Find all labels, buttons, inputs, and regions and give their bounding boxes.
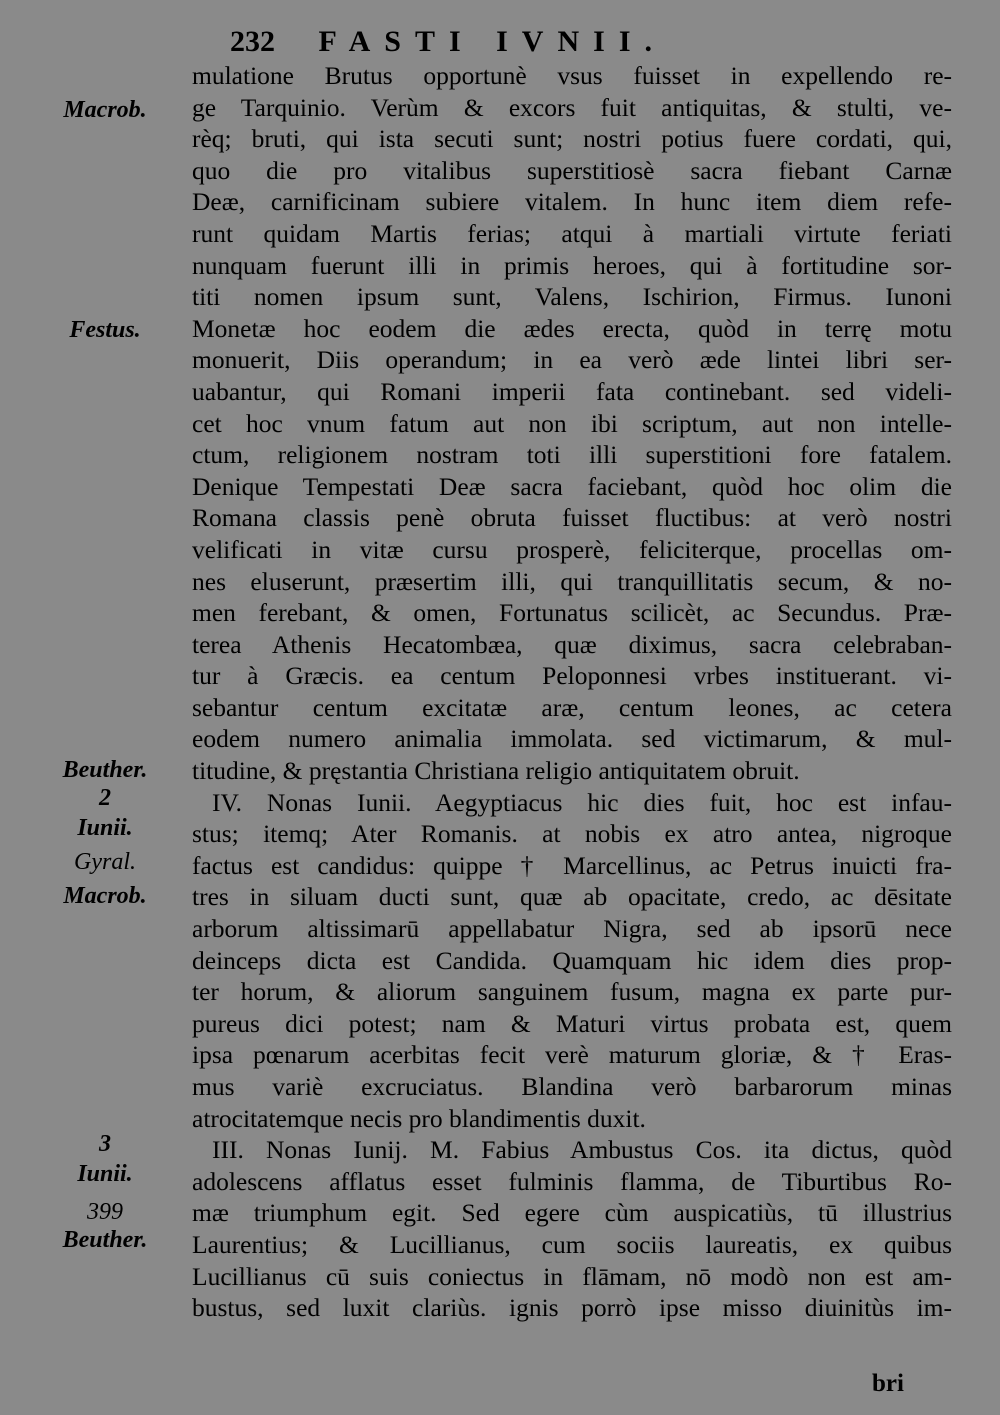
text-line: titudine, & pręstantia Christiana religio antiquitatem obruit. [192, 756, 800, 786]
margin-note: Beuther. [62, 757, 148, 783]
text-line: ter horum, & aliorum sanguinem fusum, magna ex parte pur- [192, 977, 952, 1007]
text-line: tres in siluam ducti sunt, quæ ab opacitate, credo, ac dēsitate [192, 882, 952, 912]
text-line: deinceps dicta est Candida. Quamquam hic idem dies prop- [192, 945, 952, 975]
text-line: adolescens afflatus esset fulminis flamma, de Tiburtibus Ro- [192, 1166, 952, 1196]
text-line: sebantur centum excitatæ aræ, centum leones, ac cetera [192, 692, 952, 722]
text-line: nunquam fuerunt illi in primis heroes, qui à fortitudine sor- [192, 250, 952, 280]
text-line: ipsa pœnarum acerbitas fecit verè maturum gloriæ, & † Eras- [192, 1040, 952, 1070]
text-line: titi nomen ipsum sunt, Valens, Ischirion, Firmus. Iunoni [192, 282, 952, 312]
text-line: Romana classis penè obruta fuisset fluctibus: at verò nostri [192, 503, 952, 533]
text-line: IV. Nonas Iunii. Aegyptiacus hic dies fuit, hoc est infau- [212, 787, 952, 817]
main-text [192, 60, 952, 1324]
text-line: tur à Græcis. ea centum Peloponnesi vrbes instituerant. vi- [192, 661, 952, 691]
text-line: uabantur, qui Romani imperii fata continebant. sed videli- [192, 376, 952, 406]
text-line: Denique Tempestati Deæ sacra faciebant, quòd hoc olim die [192, 471, 952, 501]
text-line: atrocitatemque necis pro blandimentis duxit. [192, 1103, 646, 1133]
text-line: mulatione Brutus opportunè vsus fuisset in expellendo re- [192, 61, 952, 90]
text-line: Deæ, carnificinam subiere vitalem. In hunc item diem refe- [192, 187, 952, 217]
text-line: monuerit, Diis operandum; in ea verò æde lintei libri ser- [192, 345, 952, 375]
margin-note: Iunii. [77, 1161, 133, 1187]
text-line: nes eluserunt, præsertim illi, qui tranquillitatis secum, & no- [192, 566, 952, 596]
text-line: III. Nonas Iunij. M. Fabius Ambustus Cos. ita dictus, quòd [212, 1135, 952, 1165]
text-line: pureus dici potest; nam & Maturi virtus probata est, quem [192, 1008, 952, 1038]
text-line: stus; itemq; Ater Romanis. at nobis ex atro antea, nigroque [192, 819, 952, 849]
margin-note: 3 [99, 1131, 111, 1157]
text-line: arborum altissimarū appellabatur Nigra, sed ab ipsorū nece [192, 914, 952, 944]
text-line: ctum, religionem nostram toti illi superstitioni fore fatalem. [192, 440, 952, 470]
text-line: terea Athenis Hecatombæa, quæ diximus, sacra celebraban- [192, 629, 952, 659]
text-line: rèq; bruti, qui ista secuti sunt; nostri potius fuere cordati, qui, [192, 124, 952, 154]
margin-note: Beuther. [62, 1227, 148, 1253]
margin-note: Macrob. [63, 883, 147, 909]
margin-note: Macrob. [63, 97, 147, 123]
text-line: men ferebant, & omen, Fortunatus scilicèt, ac Secundus. Præ- [192, 598, 952, 628]
text-line: Lucillianus cū suis coniectus in flāmam, nō modò non est am- [192, 1261, 952, 1291]
text-line: runt quidam Martis ferias; atqui à martiali virtute feriati [192, 218, 952, 248]
text-line: Laurentius; & Lucillianus, cum sociis laureatis, ex quibus [192, 1229, 952, 1259]
text-line: Monetæ hoc eodem die ædes erecta, quòd in terrę motu [192, 313, 952, 343]
text-line: ge Tarquinio. Verùm & excors fuit antiquitas, & stulti, ve- [192, 92, 952, 122]
margin-note: 2 [99, 785, 111, 811]
page-number: 232 [230, 25, 275, 58]
text-line: quo die pro vitalibus superstitiosè sacra fiebant Carnæ [192, 155, 952, 185]
text-line: mus variè excruciatus. Blandina verò barbarorum minas [192, 1072, 952, 1101]
text-line: bustus, sed luxit clariùs. ignis porrò ipse misso diuinitùs im- [192, 1293, 952, 1323]
text-line: cet hoc vnum fatum aut non ibi scriptum, aut non intelle- [192, 408, 952, 438]
margin-note: 399 [87, 1199, 123, 1225]
running-header [230, 22, 790, 62]
text-line: eodem numero animalia immolata. sed victimarum, & mul- [192, 724, 952, 754]
text-line: velificati in vitæ cursu prosperè, feliciterque, procellas om- [192, 534, 952, 564]
catchword: bri [872, 1370, 904, 1397]
running-title: FASTI IVNII. [318, 25, 666, 58]
text-line: factus est candidus: quippe † Marcellinus, ac Petrus inuicti fra- [192, 850, 952, 880]
margin-note: Iunii. [77, 815, 133, 841]
text-line: mæ triumphum egit. Sed egere cùm auspicatiùs, tū illustrius [192, 1198, 952, 1228]
margin-note: Gyral. [74, 849, 136, 875]
margin-note: Festus. [69, 317, 141, 343]
